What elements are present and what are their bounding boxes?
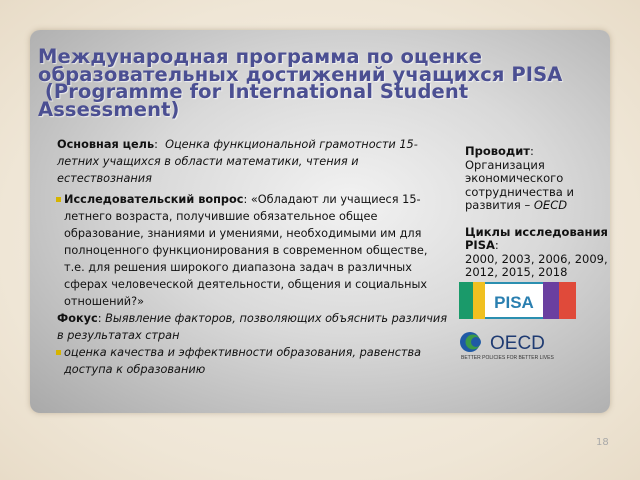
focus-separator: :	[97, 312, 106, 325]
title-line-3: (Programme for International Student	[38, 80, 469, 103]
slide-title	[38, 45, 618, 121]
slide-number: 18	[596, 437, 609, 448]
conductor-paragraph	[465, 145, 625, 213]
oecd-logo-graphic	[459, 330, 575, 360]
cycles-separator: :	[494, 238, 499, 252]
evaluation-text: оценка качества и эффективности образования, равенства доступа к образованию	[64, 346, 422, 376]
conductor-separator: :	[529, 144, 534, 158]
focus-paragraph	[57, 310, 449, 344]
question-text: : «Обладают ли учащиеся 15-летнего возраста, получившие обязательное общее образование, знаниями и умениями, необходимыми им для полноценного функционирования в современном обществе, т.е. для решения широкого диапазона задач в различных сферах человеческой деятельности, общения и социальных отношений?»	[64, 193, 428, 308]
oecd-logo	[459, 330, 575, 360]
focus-label: Фокус	[57, 312, 98, 325]
goal-separator: :	[154, 138, 166, 151]
title-line-1: Международная программа по оценке	[38, 45, 483, 68]
goal-label: Основная цель	[57, 138, 155, 151]
focus-text: Выявление факторов, позволяющих объяснить различия в результатах стран	[57, 312, 448, 342]
cycles-paragraph	[465, 226, 625, 280]
title-line-4: Assessment)	[38, 97, 180, 121]
cycles-text: 2000, 2003, 2006, 2009, 2012, 2015, 2018	[465, 251, 608, 279]
question-bullet	[57, 191, 449, 310]
title-line-2: образовательных достижений учащихся PISA	[38, 62, 563, 86]
conductor-abbr: OECD	[533, 198, 568, 212]
goal-text: Оценка функциональной грамотности 15-летних учащихся в области математики, чтения и естествознания	[57, 138, 418, 185]
pisa-logo-graphic	[459, 282, 576, 319]
right-column	[465, 145, 625, 280]
goal-paragraph	[57, 136, 449, 187]
oecd-tagline: BETTER POLICIES FOR BETTER LIVES	[461, 355, 554, 360]
pisa-logo	[459, 282, 576, 319]
cycles-label: Циклы исследования PISA	[465, 224, 608, 252]
pisa-logo-text: PISA	[494, 293, 534, 312]
left-column	[57, 136, 449, 378]
oecd-logo-text: OECD	[490, 333, 545, 354]
evaluation-bullet	[57, 344, 449, 378]
conductor-text: Организация экономического сотрудничества и развития –	[465, 157, 574, 212]
question-label: Исследовательский вопрос	[64, 193, 244, 206]
conductor-label: Проводит	[465, 144, 530, 158]
